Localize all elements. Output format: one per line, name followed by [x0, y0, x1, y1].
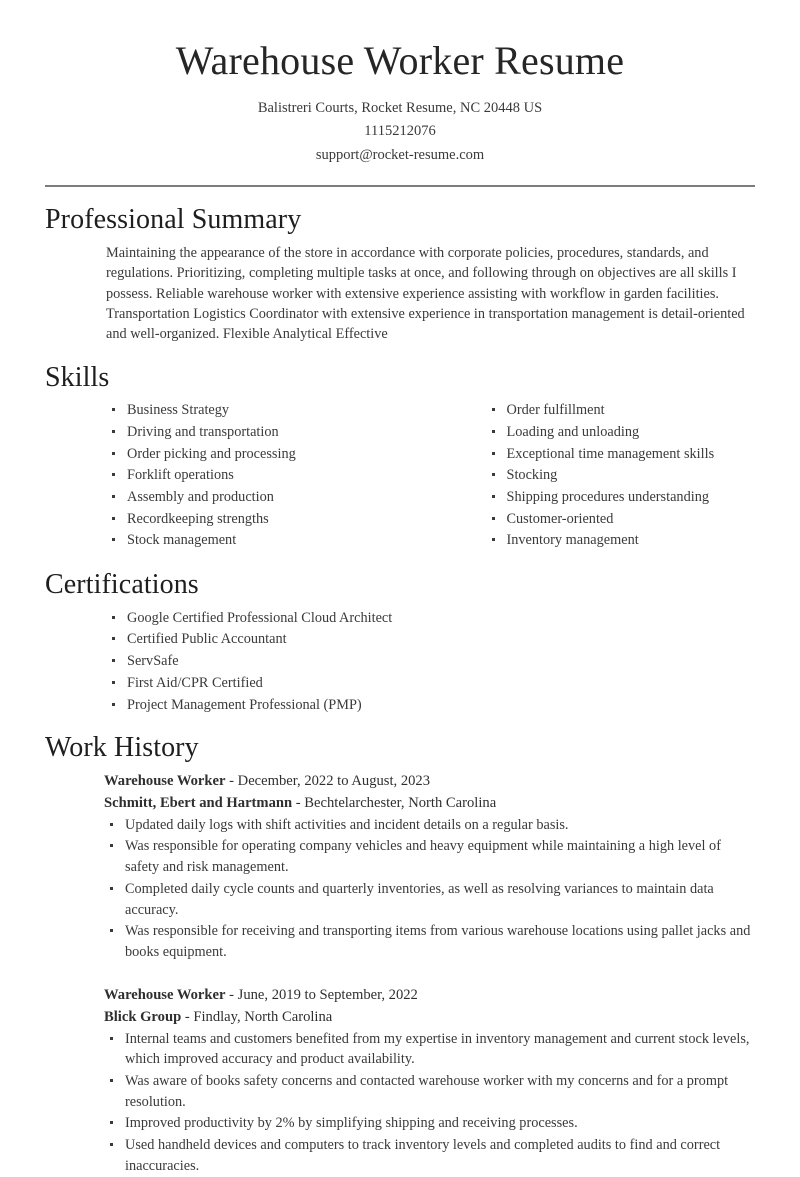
list-item: Stocking [486, 465, 756, 486]
list-item: Forklift operations [106, 465, 431, 486]
list-item: Was responsible for receiving and transporting items from various warehouse locations using pallet jacks and books equipment. [104, 921, 755, 962]
section-skills [45, 361, 755, 553]
section-work-history [45, 731, 755, 1176]
section-title-skills: Skills [45, 361, 110, 393]
job-title-separator: - [225, 986, 238, 1003]
job-title: Warehouse Worker [104, 986, 226, 1003]
work-history-entry [104, 985, 755, 1177]
job-title-separator: - [225, 772, 238, 789]
job-bullets [104, 815, 755, 963]
section-title-professional-summary: Professional Summary [45, 204, 302, 236]
list-item: Shipping procedures understanding [486, 487, 756, 508]
section-title-certifications: Certifications [45, 569, 199, 601]
skills-list-left [106, 400, 431, 551]
skills-list-right [486, 400, 756, 551]
list-item: Was responsible for operating company vehicles and heavy equipment while maintaining a high level of safety and risk management. [104, 836, 755, 877]
list-item: Google Certified Professional Cloud Architect [106, 608, 755, 629]
work-history-entry [104, 771, 755, 963]
job-location: Bechtelarchester, North Carolina [304, 794, 497, 811]
page-title: Warehouse Worker Resume [175, 38, 625, 83]
contact-phone: 1115212076 [364, 123, 436, 140]
contact-block [45, 97, 755, 167]
list-item: Stock management [106, 530, 431, 551]
list-item: Inventory management [486, 530, 756, 551]
work-history-list [45, 771, 755, 1177]
list-item: Business Strategy [106, 400, 431, 421]
list-item: Customer-oriented [486, 509, 756, 530]
job-title-line [104, 771, 755, 793]
list-item: Driving and transportation [106, 422, 431, 443]
professional-summary-body [45, 243, 755, 344]
section-certifications [45, 568, 755, 715]
list-item: Completed daily cycle counts and quarterly inventories, as well as resolving variances to maintain data accuracy. [104, 879, 755, 920]
job-bullets [104, 1029, 755, 1177]
skills-column-right [431, 400, 756, 552]
header-divider [45, 185, 755, 187]
professional-summary-text: Maintaining the appearance of the store in accordance with corporate policies, procedures, standards, and regulations. Prioritizing, completing multiple tasks at once, and following through on objectives are all skills I possess. Reliable warehouse worker with extensive experience assisting with workflow in garden facilities. Transportation Logistics Coordinator with extensive experience in transportation management is detail-oriented and well-organized. Flexible Analytical Effective [106, 245, 745, 343]
list-item: Recordkeeping strengths [106, 509, 431, 530]
job-company-line [104, 793, 755, 815]
list-item: Assembly and production [106, 487, 431, 508]
list-item: Improved productivity by 2% by simplifying shipping and receiving processes. [104, 1113, 755, 1134]
list-item: Used handheld devices and computers to track inventory levels and completed audits to find and correct inaccuracies. [104, 1135, 755, 1176]
skills-column-left [106, 400, 431, 552]
list-item: Exceptional time management skills [486, 444, 756, 465]
job-title-line [104, 985, 755, 1007]
job-company-separator: - [181, 1008, 194, 1025]
job-company: Blick Group [104, 1008, 182, 1025]
job-title: Warehouse Worker [104, 772, 226, 789]
job-company: Schmitt, Ebert and Hartmann [104, 794, 293, 811]
contact-address: Balistreri Courts, Rocket Resume, NC 20448 US [257, 100, 543, 116]
list-item: Certified Public Accountant [106, 629, 755, 650]
job-dates: December, 2022 to August, 2023 [237, 772, 431, 789]
job-company-separator: - [292, 794, 305, 811]
section-professional-summary [45, 203, 755, 344]
certifications-list [106, 608, 755, 716]
contact-email: support@rocket-resume.com [315, 146, 485, 163]
list-item: Project Management Professional (PMP) [106, 695, 755, 716]
skills-columns [45, 400, 755, 552]
list-item: First Aid/CPR Certified [106, 673, 755, 694]
section-title-work-history: Work History [45, 732, 199, 764]
list-item: Internal teams and customers benefited from my expertise in inventory management and current stock levels, which improved accuracy and product availability. [104, 1029, 755, 1070]
list-item: Order fulfillment [486, 400, 756, 421]
job-company-line [104, 1007, 755, 1029]
list-item: Was aware of books safety concerns and contacted warehouse worker with my concerns and for a prompt resolution. [104, 1071, 755, 1112]
list-item: Loading and unloading [486, 422, 756, 443]
list-item: Updated daily logs with shift activities and incident details on a regular basis. [104, 815, 755, 836]
list-item: ServSafe [106, 651, 755, 672]
job-dates: June, 2019 to September, 2022 [237, 986, 418, 1003]
certifications-body [45, 608, 755, 716]
job-location: Findlay, North Carolina [193, 1008, 333, 1025]
list-item: Order picking and processing [106, 444, 431, 465]
